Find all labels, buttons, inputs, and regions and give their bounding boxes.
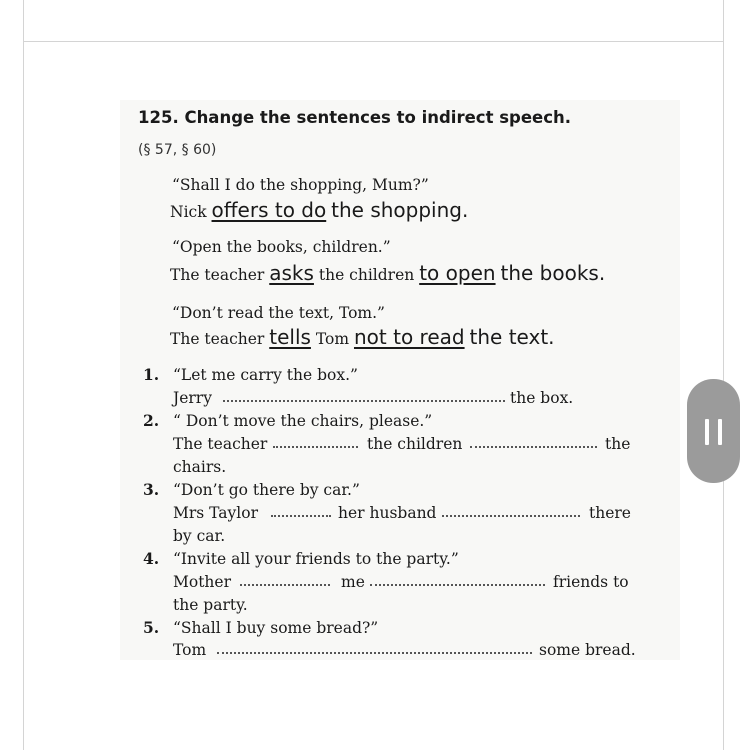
example-quote: “Open the books, children.”: [172, 238, 391, 256]
answer-blank[interactable]: [470, 446, 597, 448]
task-number: 5.: [143, 618, 160, 637]
answer-blank[interactable]: [271, 515, 331, 517]
task-number: 1.: [143, 365, 160, 384]
answer-blank[interactable]: [240, 584, 330, 586]
task-start: Mother: [173, 573, 231, 591]
example-middle: Tom: [315, 330, 350, 348]
example-subject: The teacher: [170, 266, 265, 284]
task-middle: her husband: [338, 504, 437, 522]
handwritten-answer: asks: [269, 261, 314, 285]
task-start: Mrs Taylor: [173, 504, 258, 522]
handwritten-answer: not to read: [353, 325, 465, 349]
task-end: the box.: [510, 389, 574, 407]
task-quote: “Shall I buy some bread?”: [173, 619, 379, 637]
answer-blank[interactable]: [273, 446, 358, 448]
task-end: friends to: [553, 573, 629, 591]
example-subject: The teacher: [170, 330, 265, 348]
answer-blank[interactable]: [370, 584, 545, 586]
example-rest: the text.: [469, 325, 555, 349]
example-quote: “Shall I do the shopping, Mum?”: [172, 176, 429, 194]
task-middle: me: [341, 573, 365, 591]
handwritten-answer: tells: [269, 325, 311, 349]
task-end: there: [589, 504, 631, 522]
task-quote: “Don’t go there by car.”: [173, 481, 360, 499]
task-quote: “Let me carry the box.”: [173, 366, 358, 384]
task-quote: “ Don’t move the chairs, please.”: [173, 412, 433, 430]
answer-blank[interactable]: [217, 652, 532, 654]
example-answer-line: [170, 263, 605, 285]
task-number: 4.: [143, 549, 160, 568]
task-continuation: the party.: [173, 596, 248, 614]
example-answer-line: [170, 200, 468, 222]
task-end: some bread.: [539, 641, 636, 659]
example-rest: the books.: [500, 261, 606, 285]
example-quote: “Don’t read the text, Tom.”: [172, 304, 385, 322]
grammar-reference: (§ 57, § 60): [138, 142, 217, 158]
example-subject: Nick: [170, 203, 207, 221]
task-middle: the children: [367, 435, 463, 453]
task-start: Jerry: [173, 389, 212, 407]
task-start: Tom: [173, 641, 207, 659]
answer-blank[interactable]: [223, 400, 505, 402]
task-quote: “Invite all your friends to the party.”: [173, 550, 459, 568]
top-divider: [23, 41, 724, 42]
task-end: the: [605, 435, 631, 453]
task-number: 2.: [143, 411, 160, 430]
example-answer-line: [170, 327, 555, 349]
task-number: 3.: [143, 480, 160, 499]
handwritten-answer: to open: [419, 261, 496, 285]
task-continuation: by car.: [173, 527, 226, 545]
exercise-title: 125. Change the sentences to indirect speech.: [138, 108, 572, 127]
scrollbar-handle[interactable]: [687, 379, 740, 483]
task-continuation: chairs.: [173, 458, 227, 476]
task-start: The teacher: [173, 435, 268, 453]
answer-blank[interactable]: [442, 515, 580, 517]
handwritten-answer: offers to do: [211, 198, 327, 222]
example-middle: the children: [318, 266, 415, 284]
example-rest: the shopping.: [331, 198, 469, 222]
